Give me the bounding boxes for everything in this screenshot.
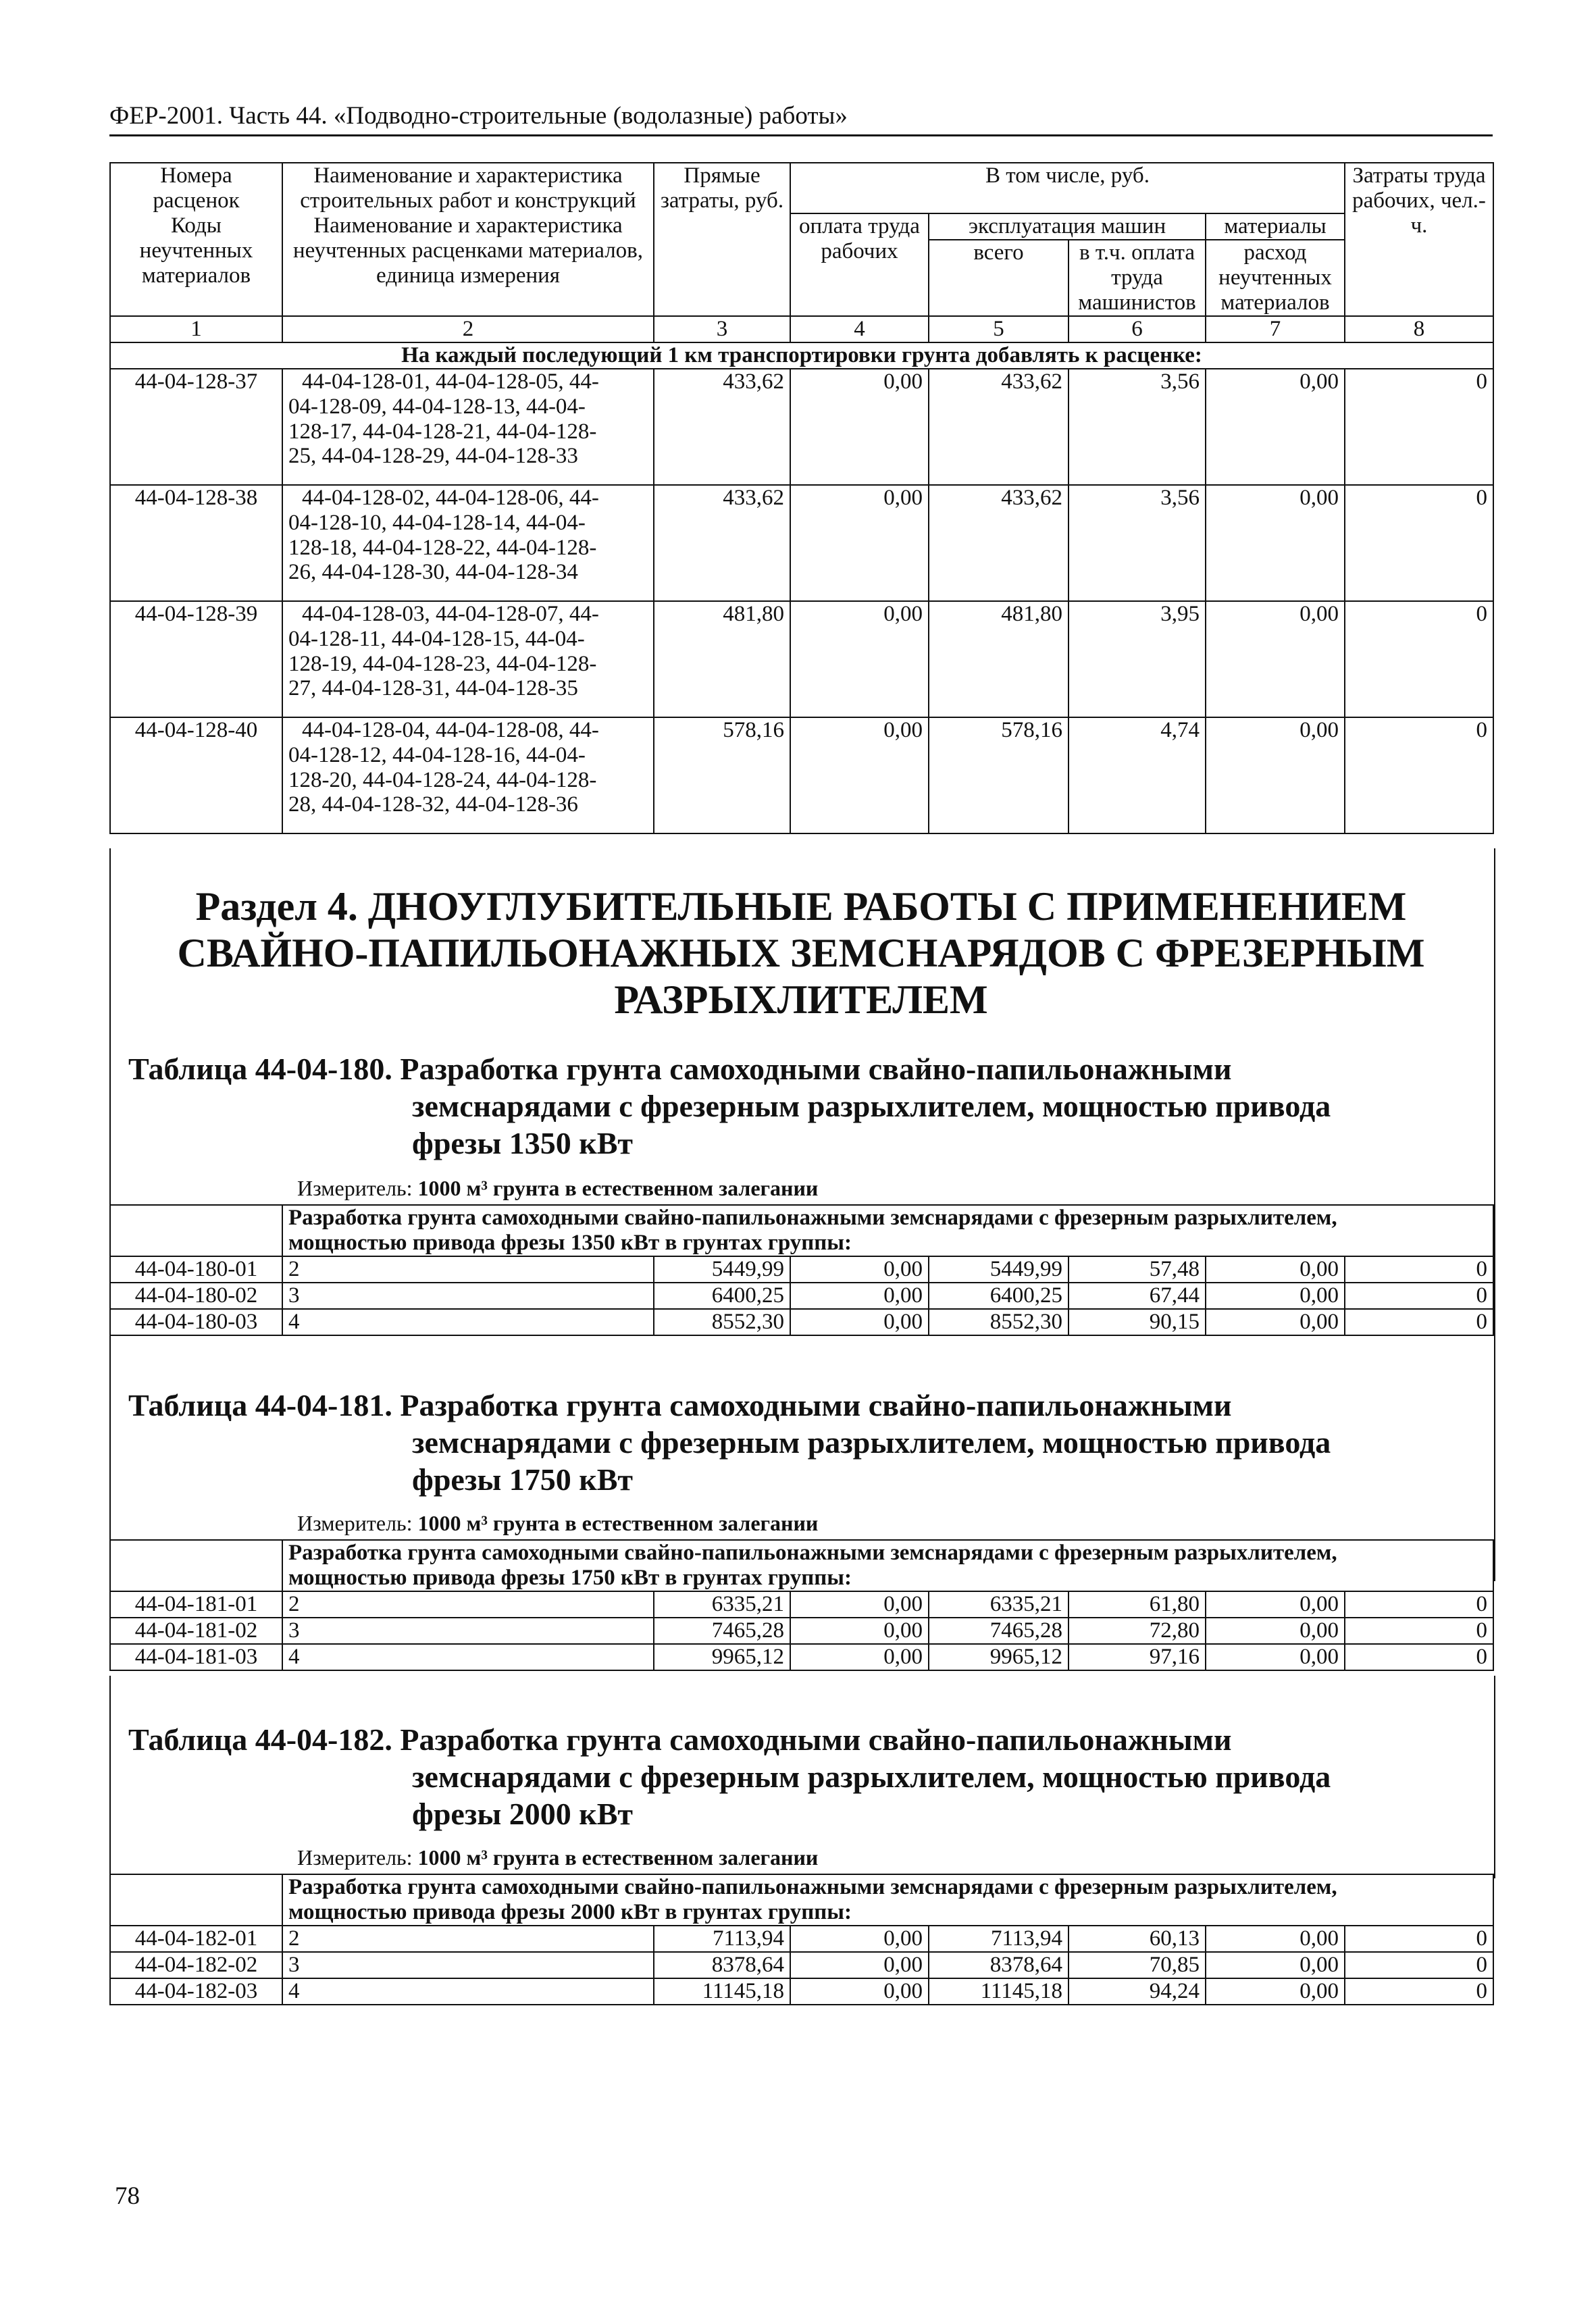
rate-description — [282, 717, 654, 833]
desc-line: Разработка грунта самоходными свайно-папильонажными земснарядами с фрезерным разрыхлителем, — [288, 1875, 1337, 1899]
materials-use: 0,00 — [1206, 1618, 1345, 1644]
labor-hours: 0 — [1345, 1256, 1493, 1283]
col-num: 8 — [1345, 316, 1493, 342]
workers-pay: 0,00 — [790, 717, 929, 833]
running-header: ФЕР-2001. Часть 44. «Подводно-строительные (водолазные) работы» — [109, 101, 1493, 136]
section-title-line: СВАЙНО-ПАПИЛЬОНАЖНЫХ ЗЕМСНАРЯДОВ С ФРЕЗЕРНЫМ — [177, 931, 1425, 975]
hdr-codes-bottom: Коды неучтенных материалов — [110, 213, 282, 316]
desc-line: Разработка грунта самоходными свайно-папильонажными земснарядами с фрезерным разрыхлителем, — [288, 1541, 1337, 1565]
rate-code: 44-04-181-02 — [110, 1618, 282, 1644]
direct-costs: 433,62 — [654, 369, 790, 485]
desc-line: 44-04-128-02, 44-04-128-06, 44- — [302, 485, 599, 510]
hdr-machinists-pay: в т.ч. оплата труда машинистов — [1069, 240, 1206, 316]
col-num: 4 — [790, 316, 929, 342]
workers-pay: 0,00 — [790, 1309, 929, 1335]
materials-use: 0,00 — [1206, 1644, 1345, 1670]
desc-line: 28, 44-04-128-32, 44-04-128-36 — [288, 792, 578, 817]
machines-total: 9965,12 — [929, 1644, 1069, 1670]
direct-costs: 481,80 — [654, 601, 790, 717]
direct-costs: 9965,12 — [654, 1644, 790, 1670]
table-title — [128, 1050, 1472, 1162]
hdr-workers-pay: оплата труда рабочих — [790, 213, 929, 316]
rates-table-181 — [109, 1539, 1494, 1671]
desc-line: 44-04-128-01, 44-04-128-05, 44- — [302, 369, 599, 394]
machines-total: 6335,21 — [929, 1591, 1069, 1618]
rate-description — [282, 601, 654, 717]
measure-value: 1000 м³ грунта в естественном залегании — [417, 1511, 819, 1535]
desc-line: 128-19, 44-04-128-23, 44-04-128- — [288, 651, 597, 676]
machinists-pay: 3,56 — [1069, 369, 1206, 485]
soil-group: 4 — [282, 1978, 654, 2005]
table-description — [282, 1874, 1493, 1926]
labor-hours: 0 — [1345, 1978, 1493, 2005]
table-title-line: фрезы 1750 кВт — [412, 1462, 634, 1497]
desc-line: 44-04-128-03, 44-04-128-07, 44- — [302, 601, 599, 626]
rate-description — [282, 369, 654, 485]
table-label: Таблица 44-04-180. — [128, 1052, 392, 1086]
machines-total: 7113,94 — [929, 1926, 1069, 1952]
table-label: Таблица 44-04-182. — [128, 1722, 392, 1757]
table-description — [282, 1205, 1493, 1256]
machines-total: 8378,64 — [929, 1952, 1069, 1978]
soil-group: 2 — [282, 1591, 654, 1618]
workers-pay: 0,00 — [790, 1926, 929, 1952]
machines-total: 8552,30 — [929, 1309, 1069, 1335]
blank-cell — [110, 1540, 282, 1591]
direct-costs: 6335,21 — [654, 1591, 790, 1618]
labor-hours: 0 — [1345, 1644, 1493, 1670]
machinists-pay: 97,16 — [1069, 1644, 1206, 1670]
soil-group: 3 — [282, 1283, 654, 1309]
machinists-pay: 72,80 — [1069, 1618, 1206, 1644]
desc-line: мощностью привода фрезы 2000 кВт в грунтах группы: — [288, 1899, 852, 1924]
workers-pay: 0,00 — [790, 1952, 929, 1978]
table-title — [128, 1387, 1472, 1499]
labor-hours: 0 — [1345, 717, 1493, 833]
table-title-line: Разработка грунта самоходными свайно-папильонажными — [400, 1388, 1232, 1422]
soil-group: 4 — [282, 1309, 654, 1335]
desc-line: 26, 44-04-128-30, 44-04-128-34 — [288, 560, 578, 585]
soil-group: 2 — [282, 1256, 654, 1283]
measure-value: 1000 м³ грунта в естественном залегании — [417, 1845, 819, 1870]
hdr-including: В том числе, руб. — [790, 163, 1345, 213]
table-title-line: Разработка грунта самоходными свайно-папильонажными — [400, 1722, 1232, 1757]
measure-unit — [297, 1511, 818, 1536]
transport-note: На каждый последующий 1 км транспортировки грунта добавлять к расценке: — [110, 342, 1493, 369]
workers-pay: 0,00 — [790, 1256, 929, 1283]
rates-table-180 — [109, 1204, 1494, 1336]
hdr-materials: материалы — [1206, 213, 1345, 240]
machinists-pay: 4,74 — [1069, 717, 1206, 833]
rate-code: 44-04-182-03 — [110, 1978, 282, 2005]
desc-line: 25, 44-04-128-29, 44-04-128-33 — [288, 444, 578, 469]
soil-group: 4 — [282, 1644, 654, 1670]
direct-costs: 7465,28 — [654, 1618, 790, 1644]
col-num: 2 — [282, 316, 654, 342]
machines-total: 5449,99 — [929, 1256, 1069, 1283]
machines-total: 578,16 — [929, 717, 1069, 833]
workers-pay: 0,00 — [790, 485, 929, 601]
soil-group: 3 — [282, 1952, 654, 1978]
blank-cell — [110, 1874, 282, 1926]
machines-total: 481,80 — [929, 601, 1069, 717]
materials-use: 0,00 — [1206, 1978, 1345, 2005]
hdr-labor-hours: Затраты труда рабочих, чел.-ч. — [1345, 163, 1493, 316]
section-title-line: Раздел 4. ДНОУГЛУБИТЕЛЬНЫЕ РАБОТЫ С ПРИМЕНЕНИЕМ — [195, 884, 1407, 929]
rate-description — [282, 485, 654, 601]
materials-use: 0,00 — [1206, 1309, 1345, 1335]
machines-total: 433,62 — [929, 485, 1069, 601]
hdr-name-bottom: Наименование и характеристика неучтенных расценками материалов, единица измерения — [282, 213, 654, 316]
machinists-pay: 3,95 — [1069, 601, 1206, 717]
table-description — [282, 1540, 1493, 1591]
desc-line: 04-128-09, 44-04-128-13, 44-04- — [288, 394, 586, 419]
rate-code: 44-04-181-03 — [110, 1644, 282, 1670]
desc-line: мощностью привода фрезы 1350 кВт в грунтах группы: — [288, 1230, 852, 1255]
direct-costs: 8552,30 — [654, 1309, 790, 1335]
desc-line: 27, 44-04-128-31, 44-04-128-35 — [288, 676, 578, 701]
table-title-line: фрезы 2000 кВт — [412, 1797, 634, 1832]
table-label: Таблица 44-04-181. — [128, 1388, 392, 1422]
workers-pay: 0,00 — [790, 1978, 929, 2005]
table-title-line: земснарядами с фрезерным разрыхлителем, мощностью привода — [412, 1425, 1331, 1460]
table-title-line: земснарядами с фрезерным разрыхлителем, мощностью привода — [412, 1759, 1331, 1795]
labor-hours: 0 — [1345, 1618, 1493, 1644]
soil-group: 3 — [282, 1618, 654, 1644]
direct-costs: 7113,94 — [654, 1926, 790, 1952]
materials-use: 0,00 — [1206, 1591, 1345, 1618]
machines-total: 7465,28 — [929, 1618, 1069, 1644]
table-title-line: земснарядами с фрезерным разрыхлителем, мощностью привода — [412, 1089, 1331, 1124]
machinists-pay: 61,80 — [1069, 1591, 1206, 1618]
rate-code: 44-04-180-03 — [110, 1309, 282, 1335]
machines-total: 6400,25 — [929, 1283, 1069, 1309]
labor-hours: 0 — [1345, 369, 1493, 485]
labor-hours: 0 — [1345, 1309, 1493, 1335]
desc-line: Разработка грунта самоходными свайно-папильонажными земснарядами с фрезерным разрыхлителем, — [288, 1206, 1337, 1230]
col-num: 1 — [110, 316, 282, 342]
workers-pay: 0,00 — [790, 601, 929, 717]
section-title — [109, 858, 1493, 1023]
measure-unit — [297, 1845, 818, 1870]
col-num: 7 — [1206, 316, 1345, 342]
table-title — [128, 1721, 1472, 1833]
hdr-direct-costs: Прямые затраты, руб. — [654, 163, 790, 316]
desc-line: мощностью привода фрезы 1750 кВт в грунтах группы: — [288, 1565, 852, 1590]
machinists-pay: 67,44 — [1069, 1283, 1206, 1309]
hdr-machines: эксплуатация машин — [929, 213, 1206, 240]
rate-code: 44-04-128-39 — [110, 601, 282, 717]
machinists-pay: 3,56 — [1069, 485, 1206, 601]
labor-hours: 0 — [1345, 485, 1493, 601]
workers-pay: 0,00 — [790, 1591, 929, 1618]
col-num: 3 — [654, 316, 790, 342]
desc-line: 128-18, 44-04-128-22, 44-04-128- — [288, 535, 597, 560]
col-num: 6 — [1069, 316, 1206, 342]
materials-use: 0,00 — [1206, 485, 1345, 601]
desc-line: 44-04-128-04, 44-04-128-08, 44- — [302, 717, 599, 742]
machinists-pay: 94,24 — [1069, 1978, 1206, 2005]
labor-hours: 0 — [1345, 1283, 1493, 1309]
materials-use: 0,00 — [1206, 369, 1345, 485]
page-number: 78 — [115, 2182, 140, 2210]
table-title-line: фрезы 1350 кВт — [412, 1126, 634, 1161]
direct-costs: 5449,99 — [654, 1256, 790, 1283]
materials-use: 0,00 — [1206, 1952, 1345, 1978]
machinists-pay: 60,13 — [1069, 1926, 1206, 1952]
workers-pay: 0,00 — [790, 1618, 929, 1644]
measure-label: Измеритель: — [297, 1845, 413, 1870]
rates-table-128 — [109, 162, 1494, 834]
labor-hours: 0 — [1345, 1591, 1493, 1618]
materials-use: 0,00 — [1206, 1283, 1345, 1309]
desc-line: 128-20, 44-04-128-24, 44-04-128- — [288, 767, 597, 792]
machinists-pay: 57,48 — [1069, 1256, 1206, 1283]
rates-table-182 — [109, 1874, 1494, 2005]
measure-label: Измеритель: — [297, 1511, 413, 1535]
workers-pay: 0,00 — [790, 1644, 929, 1670]
materials-use: 0,00 — [1206, 601, 1345, 717]
hdr-codes-top: Номера расценок — [110, 163, 282, 213]
rate-code: 44-04-128-38 — [110, 485, 282, 601]
materials-use: 0,00 — [1206, 717, 1345, 833]
workers-pay: 0,00 — [790, 1283, 929, 1309]
soil-group: 2 — [282, 1926, 654, 1952]
machines-total: 11145,18 — [929, 1978, 1069, 2005]
rate-code: 44-04-180-02 — [110, 1283, 282, 1309]
labor-hours: 0 — [1345, 601, 1493, 717]
labor-hours: 0 — [1345, 1926, 1493, 1952]
materials-use: 0,00 — [1206, 1926, 1345, 1952]
hdr-machines-total: всего — [929, 240, 1069, 316]
desc-line: 128-17, 44-04-128-21, 44-04-128- — [288, 419, 597, 444]
direct-costs: 433,62 — [654, 485, 790, 601]
measure-label: Измеритель: — [297, 1176, 413, 1200]
rate-code: 44-04-182-01 — [110, 1926, 282, 1952]
table-title-line: Разработка грунта самоходными свайно-папильонажными — [400, 1052, 1232, 1086]
desc-line: 04-128-11, 44-04-128-15, 44-04- — [288, 626, 585, 651]
direct-costs: 6400,25 — [654, 1283, 790, 1309]
workers-pay: 0,00 — [790, 369, 929, 485]
blank-cell — [110, 1205, 282, 1256]
section-title-line: РАЗРЫХЛИТЕЛЕМ — [614, 977, 988, 1022]
machinists-pay: 70,85 — [1069, 1952, 1206, 1978]
rate-code: 44-04-128-40 — [110, 717, 282, 833]
rate-code: 44-04-182-02 — [110, 1952, 282, 1978]
desc-line: 04-128-12, 44-04-128-16, 44-04- — [288, 742, 586, 767]
machinists-pay: 90,15 — [1069, 1309, 1206, 1335]
hdr-name-top: Наименование и характеристика строительных работ и конструкций — [282, 163, 654, 213]
measure-value: 1000 м³ грунта в естественном залегании — [417, 1176, 819, 1200]
desc-line: 04-128-10, 44-04-128-14, 44-04- — [288, 510, 586, 535]
direct-costs: 8378,64 — [654, 1952, 790, 1978]
direct-costs: 11145,18 — [654, 1978, 790, 2005]
direct-costs: 578,16 — [654, 717, 790, 833]
hdr-materials-use: расход неучтенных материалов — [1206, 240, 1345, 316]
labor-hours: 0 — [1345, 1952, 1493, 1978]
materials-use: 0,00 — [1206, 1256, 1345, 1283]
rate-code: 44-04-181-01 — [110, 1591, 282, 1618]
machines-total: 433,62 — [929, 369, 1069, 485]
rate-code: 44-04-128-37 — [110, 369, 282, 485]
rate-code: 44-04-180-01 — [110, 1256, 282, 1283]
measure-unit — [297, 1176, 818, 1201]
col-num: 5 — [929, 316, 1069, 342]
